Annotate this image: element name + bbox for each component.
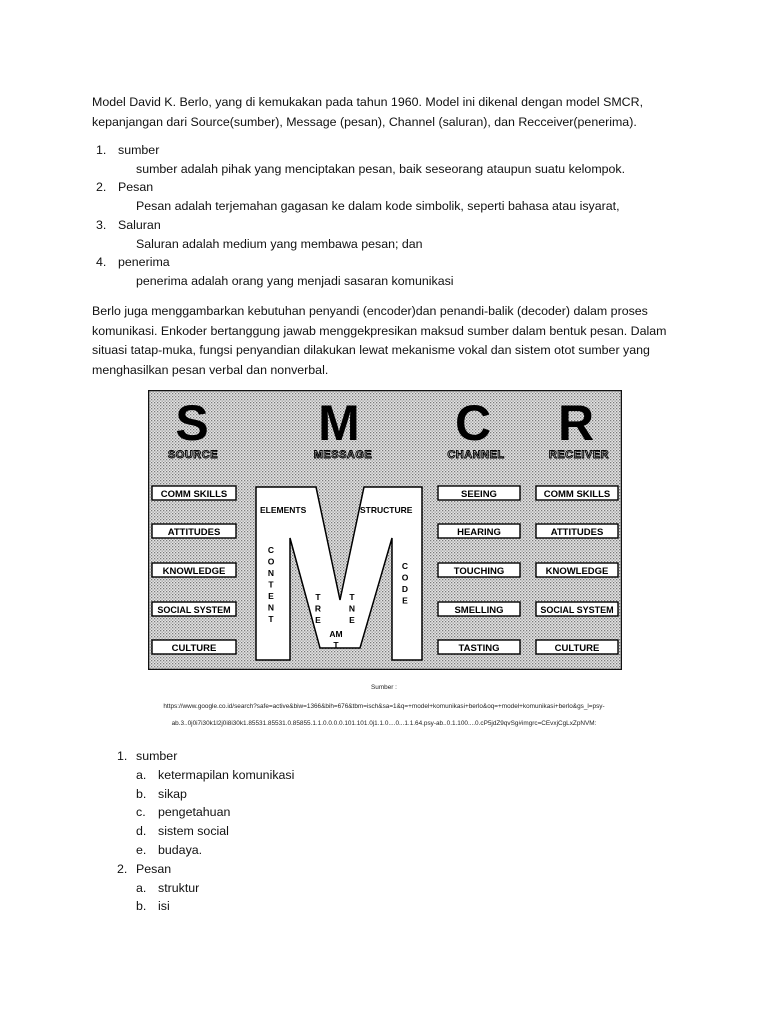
item-description: Pesan adalah terjemahan gagasan ke dalam kode simbolik, seperti bahasa atau isyarat, (136, 199, 620, 214)
list-item (117, 860, 517, 916)
item-term: Pesan (118, 180, 154, 195)
sub-letter: b. (136, 899, 147, 914)
treatment-right-label: T N E (348, 592, 356, 625)
source-item: KNOWLEDGE (162, 566, 226, 577)
smcr-diagram (148, 390, 622, 670)
sub-item (136, 785, 517, 804)
caption-url-line2: ab.3..0j0i7i30k1l2j0i8i30k1.85531.85531.0.85855.1.1.0.0.0.0.101.101.0j1.1.0....0...1.1.64.psy-ab..0.1.100....0.cP5jdZ9qvSg#imgrc=CEvxjCgLxZpNVM: (171, 720, 597, 727)
sub-text: pengetahuan (158, 805, 231, 820)
sub-item (136, 822, 517, 841)
structure-label: STRUCTURE (360, 505, 413, 515)
sub-item (136, 841, 517, 860)
content-label: C O N T E N T (267, 545, 275, 624)
sub-item (136, 897, 517, 916)
sub-text: sikap (158, 786, 187, 801)
sub-letter: a. (136, 767, 147, 782)
list-item (117, 747, 517, 860)
item-number: 4. (96, 255, 107, 270)
caption-label: Sumber : (371, 684, 397, 691)
channel-item: SEEING (461, 489, 497, 500)
item-term: Saluran (118, 217, 161, 232)
item-term: sumber (118, 143, 160, 157)
channel-item: SMELLING (454, 605, 504, 616)
receiver-item: SOCIAL SYSTEM (540, 605, 614, 615)
list-item (96, 253, 696, 290)
item-number: 2. (96, 180, 107, 195)
source-item: CULTURE (171, 643, 217, 654)
treatment-tail-label: T (333, 640, 339, 650)
sub-text: ketermapilan komunikasi (158, 767, 295, 782)
channel-item: TOUCHING (453, 566, 505, 577)
title-receiver: RECEIVER (548, 449, 610, 461)
definitions-list (96, 141, 696, 291)
sub-item (136, 879, 517, 898)
item-label: Pesan (136, 861, 172, 876)
item-number: 1. (96, 143, 107, 157)
sub-list (136, 879, 517, 917)
item-description: penerima adalah orang yang menjadi sasaran komunikasi (136, 273, 454, 288)
receiver-item: CULTURE (554, 643, 600, 654)
letter-c: C (454, 395, 492, 451)
item-number: 3. (96, 217, 107, 232)
sub-letter: b. (136, 786, 147, 801)
sub-item (136, 803, 517, 822)
caption-url-line1: https://www.google.co.id/search?safe=active&biw=1366&bih=676&tbm=isch&sa=1&q=+model+komunikasi+berlo&oq=+model+komunikasi+berlo&gs_l=psy- (163, 703, 605, 710)
sub-text: isi (158, 899, 170, 914)
title-channel: CHANNEL (447, 449, 505, 461)
code-label: C O D E (401, 561, 409, 606)
encoder-paragraph: Berlo juga menggambarkan kebutuhan penyandi (encoder)dan penandi-balik (decoder) dalam proses komunikasi. Enkoder bertanggung jawab menggekpresikan maksud sumber dalam bentuk pesan. Dalam situasi tatap-muka, fungsi penyandian dilakukan lewat mekanisme vokal dan sistem otot sumber yang menghasilkan pesan verbal dan nonverbal. (92, 304, 667, 377)
item-term: penerima (118, 255, 170, 270)
intro-paragraph: Model David K. Berlo, yang di kemukakan pada tahun 1960. Model ini dikenal dengan model SMCR, kepanjangan dari Source(sumber), Message (pesan), Channel (saluran), dan Recceiver(penerima). (92, 95, 644, 129)
sub-letter: d. (136, 824, 147, 839)
source-item: COMM SKILLS (160, 489, 228, 500)
channel-item: HEARING (457, 527, 501, 538)
title-source: SOURCE (167, 449, 219, 461)
letter-s: S (175, 395, 209, 451)
sub-letter: e. (136, 842, 147, 857)
receiver-item: ATTITUDES (550, 527, 604, 538)
sub-text: sistem social (158, 824, 229, 839)
item-number: 1. (117, 749, 128, 763)
item-label: sumber (136, 749, 178, 763)
sub-list (136, 766, 517, 860)
item-description: Saluran adalah medium yang membawa pesan; dan (136, 236, 423, 251)
title-message: MESSAGE (313, 449, 373, 461)
source-item: SOCIAL SYSTEM (157, 605, 231, 615)
letter-r: R (557, 395, 595, 451)
list-item (96, 178, 696, 215)
source-item: ATTITUDES (167, 527, 221, 538)
sub-letter: c. (136, 805, 146, 820)
sub-text: struktur (158, 880, 200, 895)
channel-item: TASTING (458, 643, 500, 654)
elements-list (117, 747, 517, 916)
elements-label: ELEMENTS (260, 505, 307, 515)
letter-m: M (318, 395, 360, 451)
list-item (96, 216, 696, 253)
receiver-item: KNOWLEDGE (545, 566, 609, 577)
sub-item (136, 766, 517, 785)
treatment-left-label: T R E (314, 592, 322, 625)
sub-text: budaya. (158, 842, 203, 857)
item-number: 2. (117, 861, 128, 876)
list-item (96, 141, 696, 178)
treatment-bottom-label: AM (329, 629, 343, 639)
sub-letter: a. (136, 880, 147, 895)
receiver-item: COMM SKILLS (543, 489, 611, 500)
item-description: sumber adalah pihak yang menciptakan pesan, baik seseorang ataupun suatu kelompok. (136, 161, 626, 176)
